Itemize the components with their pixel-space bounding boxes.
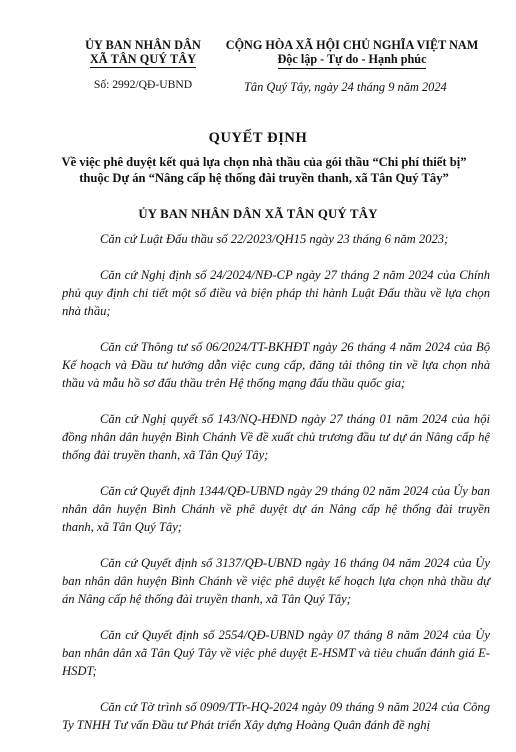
decision-title: QUYẾT ĐỊNH xyxy=(208,130,308,146)
legal-basis-section xyxy=(62,230,490,752)
legal-basis-paragraph: Căn cứ Nghị định số 24/2024/NĐ-CP ngày 27 tháng 2 năm 2024 của Chính phủ quy định chi tiết một số điều và biện pháp thi hành Luật Đấu thầu về lựa chọn nhà thầu; xyxy=(62,268,490,318)
nation-name: CỘNG HÒA XÃ HỘI CHỦ NGHĨA VIỆT NAM xyxy=(225,38,479,52)
legal-basis-paragraph: Căn cứ Luật Đấu thầu số 22/2023/QH15 ngày 23 tháng 6 năm 2023; xyxy=(100,232,449,246)
legal-basis-paragraph: Căn cứ Quyết định số 3137/QĐ-UBND ngày 16 tháng 04 năm 2024 của Ủy ban nhân dân huyện Bình Chánh về việc phê duyệt kế hoạch lựa chọn nhà thầu dự án Nâng cấp hệ thống đài truyền thanh, xã Tân Quý Tây; xyxy=(62,556,490,606)
place-and-date: Tân Quý Tây, ngày 24 tháng 9 năm 2024 xyxy=(244,80,447,94)
org-line-1: ỦY BAN NHÂN DÂN xyxy=(85,38,201,52)
legal-basis-paragraph: Căn cứ Nghị quyết số 143/NQ-HĐND ngày 27 tháng 01 năm 2024 của hội đồng nhân dân huyện Bình Chánh Về đề xuất chủ trương đầu tư dự án Nâng cấp hệ thống đài truyền thanh, xã Tân Quý Tây; xyxy=(62,412,490,462)
legal-basis-paragraph: Căn cứ Thông tư số 06/2024/TT-BKHĐT ngày 26 tháng 4 năm 2024 của Bộ Kế hoạch và Đầu tư hướng dẫn việc cung cấp, đăng tải thông tin về lựa chọn nhà thầu và mẫu hồ sơ đấu thầu trên Hệ thống mạng đấu thầu quốc gia; xyxy=(62,340,490,390)
legal-basis-paragraph: Căn cứ Tờ trình số 0909/TTr-HQ-2024 ngày 09 tháng 9 năm 2024 của Công Ty TNHH Tư vấn Đầu tư Phát triển Xây dựng Hoàng Quân đánh đề nghị xyxy=(62,700,490,732)
legal-basis-paragraph: Căn cứ Quyết định 1344/QĐ-UBND ngày 29 tháng 02 năm 2024 của Ủy ban nhân dân huyện Bình Chánh về phê duyệt dự án Nâng cấp hệ thống đài truyền thanh, xã Tân Quý Tây; xyxy=(62,484,490,534)
org-line-2: XÃ TÂN QUÝ TÂY xyxy=(89,52,197,66)
national-header-block xyxy=(214,38,490,69)
subject-line-2: thuộc Dự án “Nâng cấp hệ thống đài truyền thanh, xã Tân Quý Tây” xyxy=(79,171,449,185)
national-motto: Độc lập - Tự do - Hạnh phúc xyxy=(278,52,427,69)
subject-line-1: Về việc phê duyệt kết quả lựa chọn nhà thầu của gói thầu “Chi phí thiết bị” xyxy=(61,155,467,169)
legal-basis-paragraph: Căn cứ Quyết định số 2554/QĐ-UBND ngày 07 tháng 8 năm 2024 của Ủy ban nhân dân xã Tân Quý Tây về việc phê duyệt E-HSMT và tiêu chuẩn đánh giá E-HSDT; xyxy=(62,628,490,678)
issuing-body-heading: ỦY BAN NHÂN DÂN XÃ TÂN QUÝ TÂY xyxy=(138,207,378,221)
issuing-authority-block xyxy=(78,38,208,91)
decision-subject xyxy=(40,154,488,186)
document-number: Số: 2992/QĐ-UBND xyxy=(93,78,193,91)
